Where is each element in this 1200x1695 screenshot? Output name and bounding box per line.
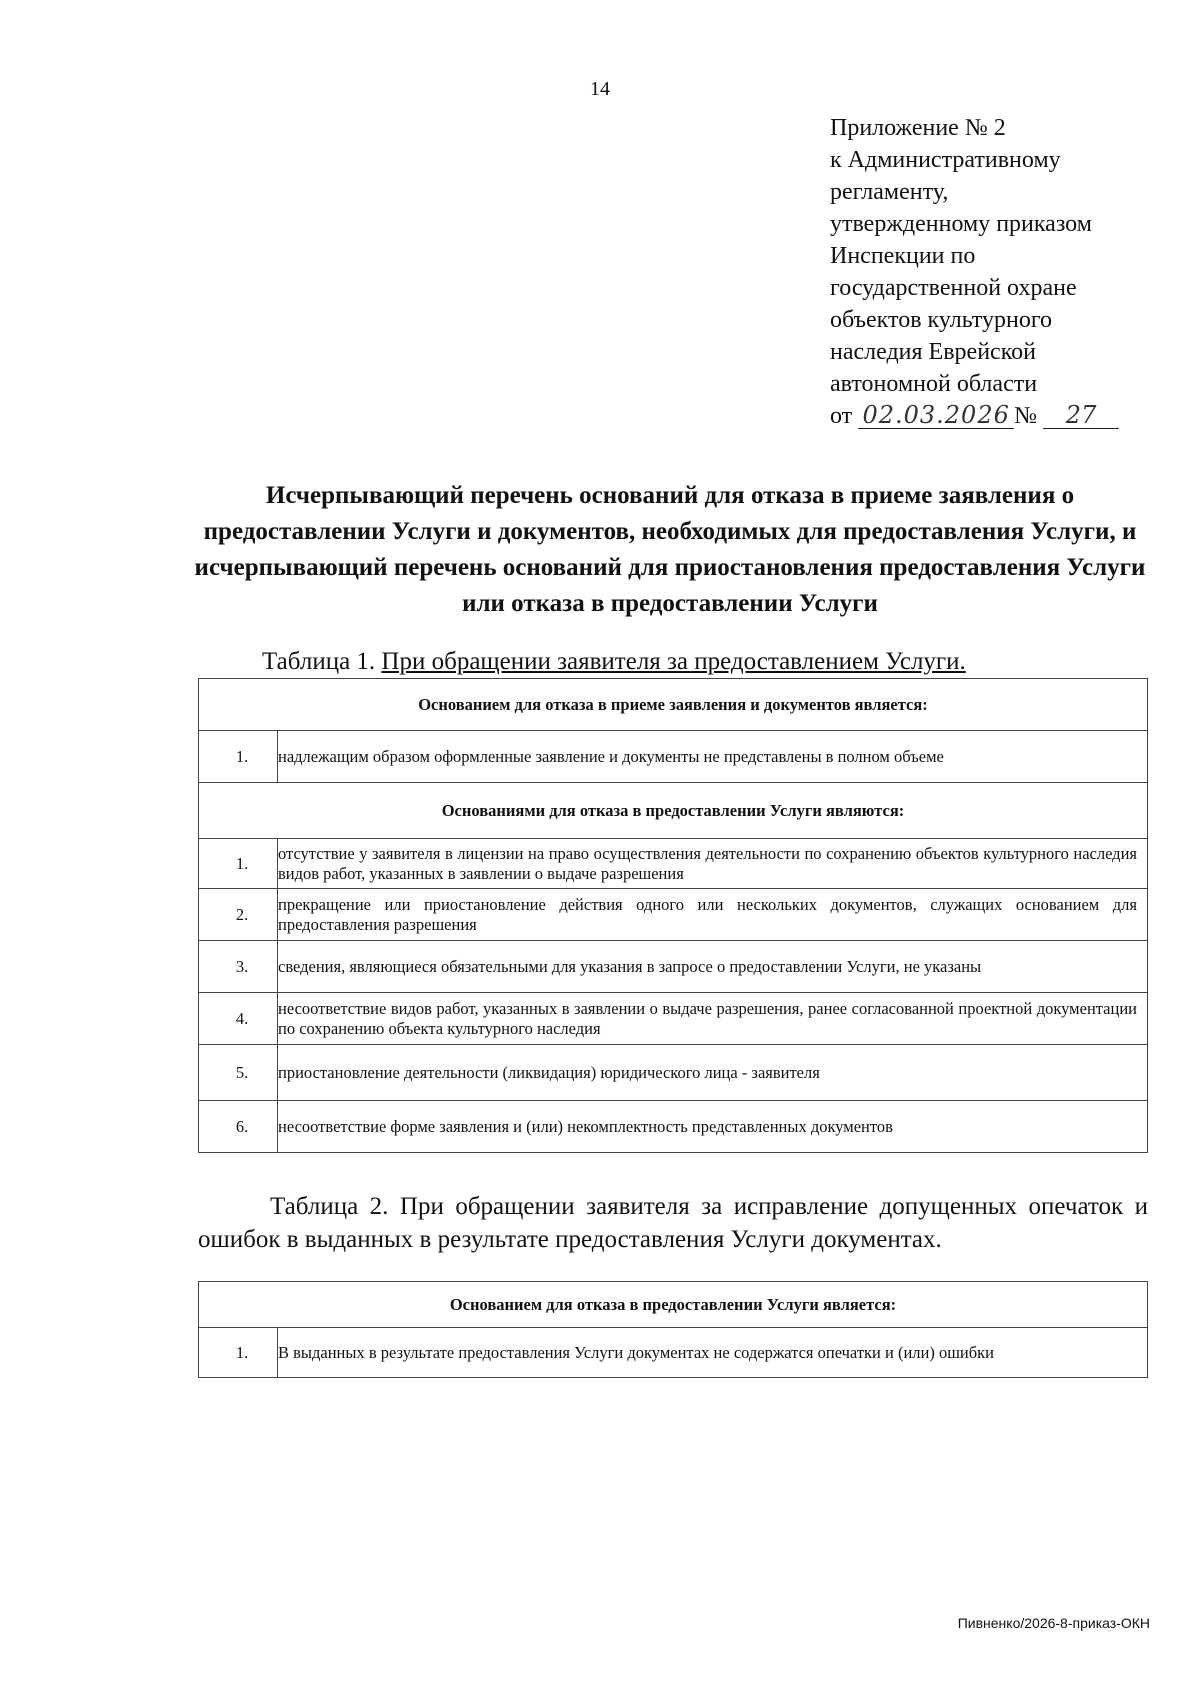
table2	[198, 1281, 1148, 1378]
appendix-line: государственной охране	[830, 275, 1077, 301]
row-number: 2.	[199, 889, 278, 941]
table-row	[199, 1328, 1148, 1378]
appendix-line: наследия Еврейской	[830, 339, 1036, 365]
table-row	[199, 1101, 1148, 1153]
appendix-line: утвержденному приказом	[830, 211, 1092, 237]
table-row	[199, 839, 1148, 889]
row-number: 3.	[199, 941, 278, 993]
date-line	[830, 400, 1170, 432]
table-header-row	[199, 783, 1148, 839]
table-header-row	[199, 1282, 1148, 1328]
date-prefix: от	[830, 403, 853, 429]
row-text: надлежащим образом оформленные заявление и документы не представлены в полном объеме	[278, 731, 1148, 783]
table1-section1-header: Основанием для отказа в приеме заявления и документов является:	[199, 679, 1148, 731]
appendix-line: регламенту,	[830, 179, 949, 205]
appendix-line: Инспекции по	[830, 243, 976, 269]
table-row	[199, 731, 1148, 783]
row-text: отсутствие у заявителя в лицензии на право осуществления деятельности по сохранению объектов культурного наследия видов работ, указанных в заявлении о выдаче разрешения	[278, 839, 1148, 889]
document-title: Исчерпывающий перечень оснований для отказа в приеме заявления о предоставлении Услуги и документов, необходимых для предоставления Услуги, и исчерпывающий перечень оснований для приостановления предоставления Услуги или отказа в предоставлении Услуги	[194, 482, 1146, 617]
table-header-row	[199, 679, 1148, 731]
row-text: В выданных в результате предоставления Услуги документах не содержатся опечатки и (или) ошибки	[278, 1328, 1148, 1378]
table1-caption-prefix: Таблица 1.	[262, 648, 382, 675]
table-row	[199, 941, 1148, 993]
page-number: 14	[590, 78, 610, 100]
table2-header: Основанием для отказа в предоставлении Услуги является:	[199, 1282, 1148, 1328]
row-text: приостановление деятельности (ликвидация) юридического лица - заявителя	[278, 1045, 1148, 1101]
table2-caption: Таблица 2. При обращении заявителя за исправление допущенных опечаток и ошибок в выданных в результате предоставления Услуги документах.	[198, 1193, 1148, 1253]
row-number: 5.	[199, 1045, 278, 1101]
appendix-line: к Административному	[830, 147, 1061, 173]
row-text: несоответствие видов работ, указанных в заявлении о выдаче разрешения, ранее согласованной проектной документации по сохранению объекта культурного наследия	[278, 993, 1148, 1045]
row-text: сведения, являющиеся обязательными для указания в запросе о предоставлении Услуги, не указаны	[278, 941, 1148, 993]
number-sign: №	[1014, 403, 1038, 429]
appendix-line: объектов культурного	[830, 307, 1053, 333]
appendix-block	[830, 112, 1170, 432]
table1-caption	[262, 646, 966, 678]
appendix-line: Приложение № 2	[830, 115, 1006, 141]
handwritten-number: 27	[1043, 402, 1119, 429]
row-number: 1.	[199, 731, 278, 783]
row-number: 1.	[199, 839, 278, 889]
handwritten-date: 02.03.2026	[858, 402, 1014, 429]
table-row	[199, 1045, 1148, 1101]
appendix-line: автономной области	[830, 371, 1038, 397]
row-number: 1.	[199, 1328, 278, 1378]
table1-caption-underlined: При обращении заявителя за предоставлением Услуги.	[381, 648, 966, 675]
document-footer-code: Пивненко/2026-8-приказ-ОКН	[957, 1615, 1150, 1631]
row-text: прекращение или приостановление действия одного или нескольких документов, служащих основанием для предоставления разрешения	[278, 889, 1148, 941]
table-row	[199, 993, 1148, 1045]
row-text: несоответствие форме заявления и (или) некомплектность представленных документов	[278, 1101, 1148, 1153]
appendix-lines	[830, 112, 1170, 400]
table-row	[199, 889, 1148, 941]
row-number: 6.	[199, 1101, 278, 1153]
table1	[198, 678, 1148, 1153]
row-number: 4.	[199, 993, 278, 1045]
table1-section2-header: Основаниями для отказа в предоставлении Услуги являются:	[199, 783, 1148, 839]
